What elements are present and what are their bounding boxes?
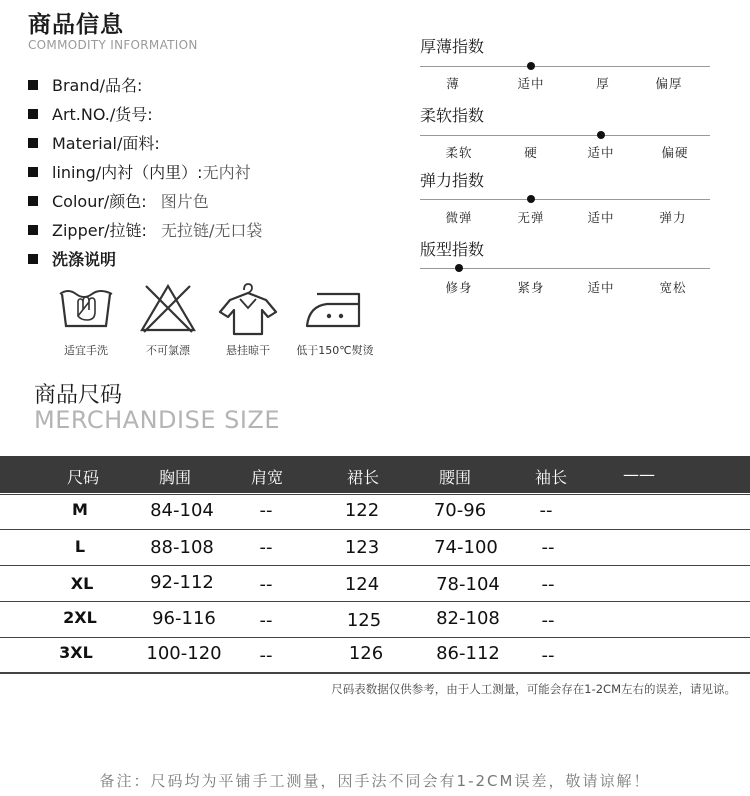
elasticity-option: 无弹 <box>517 210 545 225</box>
page-title: 商品信息 <box>28 12 124 38</box>
info-colour: Colour/颜色: 图片色 <box>28 189 209 212</box>
footer-note: 备注：尺码均为平铺手工测量，因手法不同会有1-2CM误差，敬请谅解！ <box>99 772 651 790</box>
table-cell-bust: 96-116 <box>152 608 216 629</box>
table-cell-length: 124 <box>344 574 380 595</box>
thickness-option: 薄 <box>446 76 460 91</box>
fit-option: 宽松 <box>659 280 687 295</box>
size-table-header-cell: 裙长 <box>346 468 379 487</box>
fit-index-scale <box>420 268 710 269</box>
size-table-header-cell: —— <box>623 465 655 484</box>
table-cell-waist: 86-112 <box>436 643 500 664</box>
bullet-square-icon <box>28 109 38 119</box>
table-cell-sleeve: -- <box>539 500 553 521</box>
elasticity-option: 适中 <box>587 210 615 225</box>
table-cell-shoulder: -- <box>259 500 273 521</box>
info-lining: lining/内衬（内里）:无内衬 <box>28 160 251 183</box>
elasticity-index-title: 弹力指数 <box>420 171 485 190</box>
hand-wash-icon <box>56 280 116 336</box>
elasticity-index-marker <box>527 195 535 203</box>
size-table-header-cell: 腰围 <box>438 468 471 487</box>
table-divider <box>0 565 750 566</box>
no-bleach-icon <box>138 280 198 336</box>
size-table-header-cell: 尺码 <box>66 468 99 487</box>
table-divider <box>0 672 750 674</box>
size-section-title: 商品尺码 <box>34 383 123 408</box>
softness-index-scale <box>420 135 710 136</box>
table-cell-bust: 92-112 <box>150 572 214 593</box>
iron-icon <box>303 280 367 336</box>
thickness-option: 偏厚 <box>655 76 683 91</box>
table-divider <box>0 601 750 602</box>
table-cell-size: L <box>74 537 86 556</box>
thickness-index-title: 厚薄指数 <box>420 37 485 56</box>
table-cell-size: M <box>72 500 88 519</box>
table-cell-waist: 74-100 <box>434 537 498 558</box>
softness-option: 硬 <box>524 145 538 160</box>
thickness-index-marker <box>527 62 535 70</box>
table-cell-shoulder: -- <box>259 645 273 666</box>
table-cell-length: 123 <box>344 537 380 558</box>
fit-option: 紧身 <box>517 280 545 295</box>
table-cell-waist: 82-108 <box>436 608 500 629</box>
table-note: 尺码表数据仅供参考，由于人工测量，可能会存在1-2CM左右的误差，请见谅。 <box>331 682 736 696</box>
size-table-header-cell: 袖长 <box>534 468 567 487</box>
care-label-no-bleach: 不可氯漂 <box>146 344 190 357</box>
table-cell-bust: 88-108 <box>150 537 214 558</box>
fit-index-title: 版型指数 <box>420 240 485 259</box>
fit-index-marker <box>455 264 463 272</box>
info-zipper: Zipper/拉链: 无拉链/无口袋 <box>28 218 262 241</box>
info-wash-instructions: 洗涤说明 <box>28 247 116 270</box>
softness-option: 柔软 <box>445 145 473 160</box>
page-subtitle: COMMODITY INFORMATION <box>28 38 198 52</box>
bullet-square-icon <box>28 138 38 148</box>
size-section-subtitle: MERCHANDISE SIZE <box>34 406 281 434</box>
table-cell-waist: 78-104 <box>436 574 500 595</box>
bullet-square-icon <box>28 254 38 264</box>
table-cell-sleeve: -- <box>541 645 555 666</box>
softness-option: 适中 <box>587 145 615 160</box>
bullet-square-icon <box>28 167 38 177</box>
care-label-hang-dry: 悬挂晾干 <box>226 344 270 357</box>
bullet-square-icon <box>28 196 38 206</box>
table-divider <box>0 529 750 530</box>
care-label-iron: 低于150℃熨烫 <box>296 344 374 357</box>
softness-index-title: 柔软指数 <box>420 106 485 125</box>
info-brand: Brand/品名: <box>28 73 142 96</box>
table-divider <box>0 494 750 495</box>
table-cell-size: XL <box>70 574 94 593</box>
table-cell-bust: 100-120 <box>146 643 222 664</box>
fit-option: 适中 <box>587 280 615 295</box>
table-cell-sleeve: -- <box>541 537 555 558</box>
fit-option: 修身 <box>445 280 473 295</box>
thickness-index-scale <box>420 66 710 67</box>
elasticity-option: 弹力 <box>659 210 687 225</box>
thickness-option: 适中 <box>517 76 545 91</box>
table-cell-shoulder: -- <box>259 537 273 558</box>
care-label-hand-wash: 适宜手洗 <box>64 344 108 357</box>
info-material: Material/面料: <box>28 131 160 154</box>
elasticity-index-scale <box>420 199 710 200</box>
table-cell-length: 122 <box>344 500 380 521</box>
info-art-no: Art.NO./货号: <box>28 102 153 125</box>
size-table-header-cell: 肩宽 <box>250 468 283 487</box>
elasticity-option: 微弹 <box>445 210 473 225</box>
hang-dry-icon <box>218 280 278 336</box>
softness-option: 偏硬 <box>661 145 689 160</box>
table-cell-shoulder: -- <box>259 574 273 595</box>
softness-index-marker <box>597 131 605 139</box>
table-cell-size: 2XL <box>63 608 97 627</box>
table-cell-sleeve: -- <box>541 574 555 595</box>
table-cell-size: 3XL <box>59 643 93 662</box>
table-cell-length: 125 <box>346 610 382 631</box>
bullet-square-icon <box>28 225 38 235</box>
table-divider <box>0 637 750 638</box>
bullet-square-icon <box>28 80 38 90</box>
table-cell-bust: 84-104 <box>150 500 214 521</box>
table-cell-waist: 70-96 <box>433 500 487 521</box>
table-cell-shoulder: -- <box>259 610 273 631</box>
size-table-header-cell: 胸围 <box>158 468 191 487</box>
table-cell-length: 126 <box>348 643 384 664</box>
table-cell-sleeve: -- <box>541 610 555 631</box>
thickness-option: 厚 <box>596 76 610 91</box>
